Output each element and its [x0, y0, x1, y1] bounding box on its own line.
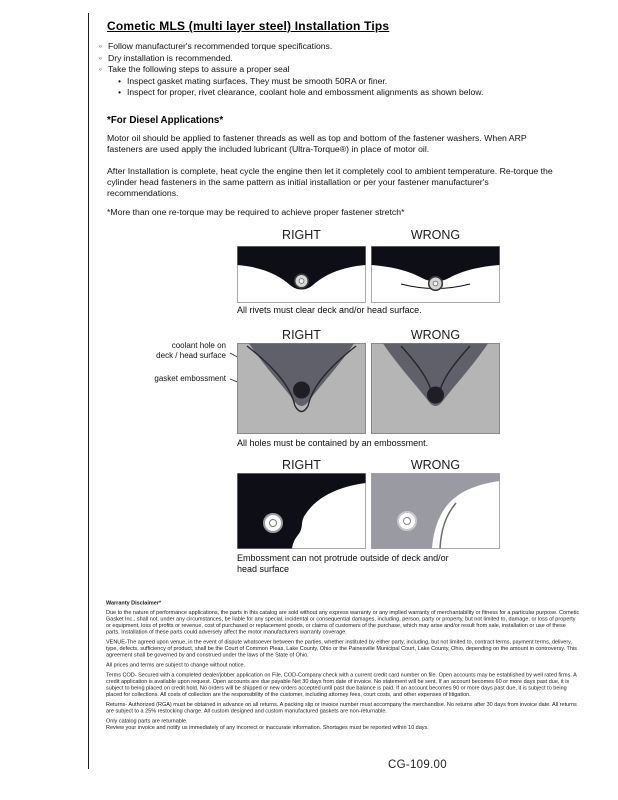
diagram-rivet-wrong	[371, 246, 500, 303]
bullet-item: ◦ Follow manufacturer's recommended torque specifications.	[99, 41, 584, 53]
legal-section	[106, 600, 580, 770]
rivet-caption: All rivets must clear deck and/or head surface.	[237, 305, 422, 315]
wrong-label: WRONG	[410, 458, 461, 472]
wrong-label: WRONG	[410, 328, 461, 342]
legal-paragraph: All prices and terms are subject to change without notice.	[106, 661, 246, 668]
legal-paragraph: Due to the nature of performance applications, the parts in this catalog are sold without any express warranty or any implied warranty of merchantability or fitness for a particular purpose. Cometic Gasket Inc., shall not, under any circumstances, be liable for any special, incidental or consequential damages, including, person, party or property, but not limited to, damage, or loss of property or equipment, loss of profits or revenue, cost of purchased or replacement goods, or claims of customers of the purchase, which may arise and/or result from sale, installation or use of these parts. Installation of these parts could adversely affect the motor manufacturers warranty coverage.	[106, 609, 580, 635]
holes-caption: All holes must be contained by an embossment.	[237, 438, 429, 448]
wrong-label: WRONG	[410, 228, 461, 242]
legal-paragraph: VENUE-The agreed upon venue, in the event of dispute whatsoever between the parties, whether instituted by either party, including, but not limited to, contract terms, payment terms, delivery, type, defects, sufficiency of product, shall be the Court of Common Pleas, Lake County, Ohio or the Painesville Municipal Court, Lake County, Ohio, depending on the amount in controversy. This agreement shall be governed by and construed under the laws of the State of Ohio.	[106, 638, 577, 658]
legal-paragraph: Review your invoice and notify us immediately of any incorrect or inaccurate information. Shortages must be reported within 10 days.	[106, 724, 429, 731]
warranty-disclaimer-title: Warranty Disclaimer*	[106, 600, 162, 606]
sub-bullet-item: • Inspect for proper, rivet clearance, coolant hole and embossment alignments as shown below.	[118, 87, 584, 99]
embossment-caption: Embossment can not protrude outside of deck and/or head surface	[237, 553, 449, 574]
sub-bullet-item: • Inspect gasket mating surfaces. They must be smooth 50RA or finer.	[118, 76, 584, 88]
bullet-item: ◦ Dry installation is recommended.	[99, 53, 584, 65]
coolant-hole-label-line1: coolant hole on	[171, 341, 226, 350]
body-paragraph: After Installation is complete, heat cycle the engine then let it completely cool to ambient temperature. Re-torque the cylinder head fasteners in the same pattern as initial installation or per your fastener manufacturer's recommendations.	[107, 166, 553, 198]
legal-paragraph: Returns- Authorized (RGA) must be obtained in advance on all returns. A packing slip or invoice number must accompany the merchandise. No returns after 30 days from invoice date. All returns are subject to a 25% restocking charge. All custom designed and custom manufactured gaskets are non-returnable.	[106, 701, 577, 714]
diagram-coolant-hole-wrong	[371, 343, 500, 434]
page-title: Cometic MLS (multi layer steel) Installation Tips	[107, 19, 390, 33]
retorque-note: *More than one re-torque may be required to achieve proper fastener stretch*	[107, 207, 405, 217]
gasket-embossment-label: gasket embossment	[154, 374, 226, 383]
legal-paragraph: Terms COD- Secured with a completed dealer/jobber application on File, COD-Company check with a current credit card number on file. Open accounts may be established by well rated firms. A credit application is available upon request. Open accounts are due payable Net 30 days from date of invoice. No statement will be sent. If an account becomes 60 or more days past due, it is subject to being placed on credit hold. No orders will be shipped or new orders accepted until past due balance is paid. If an account becomes 90 or more days past due, it is subject to being placed for collections. All costs of collection are the responsibility of the customer, including attorney fees, court costs, and other expenses of litigation.	[106, 671, 577, 698]
legal-paragraph: Only catalog parts are returnable.	[106, 717, 188, 724]
diagram-embossment-wrong	[371, 473, 500, 549]
left-margin-rule	[88, 13, 89, 769]
document-code: CG-109.00	[388, 759, 447, 771]
right-label: RIGHT	[282, 328, 321, 342]
diagram-embossment-right	[237, 473, 366, 549]
diagram-rivet-right	[237, 246, 366, 303]
body-paragraph: Motor oil should be applied to fastener threads as well as top and bottom of the fastener washers. When ARP fasteners are used apply the included lubricant (Ultra-Torque®) in place of motor oil.	[107, 133, 527, 154]
right-label: RIGHT	[282, 458, 321, 472]
diesel-applications-heading: *For Diesel Applications*	[107, 115, 224, 126]
bullet-item: ◦ Take the following steps to assure a proper seal	[99, 64, 584, 76]
right-label: RIGHT	[282, 228, 321, 242]
coolant-hole-label	[120, 341, 226, 360]
coolant-hole-label-line2: deck / head surface	[156, 350, 226, 360]
installation-tips-list	[99, 41, 584, 99]
diagram-coolant-hole-right	[237, 343, 366, 434]
